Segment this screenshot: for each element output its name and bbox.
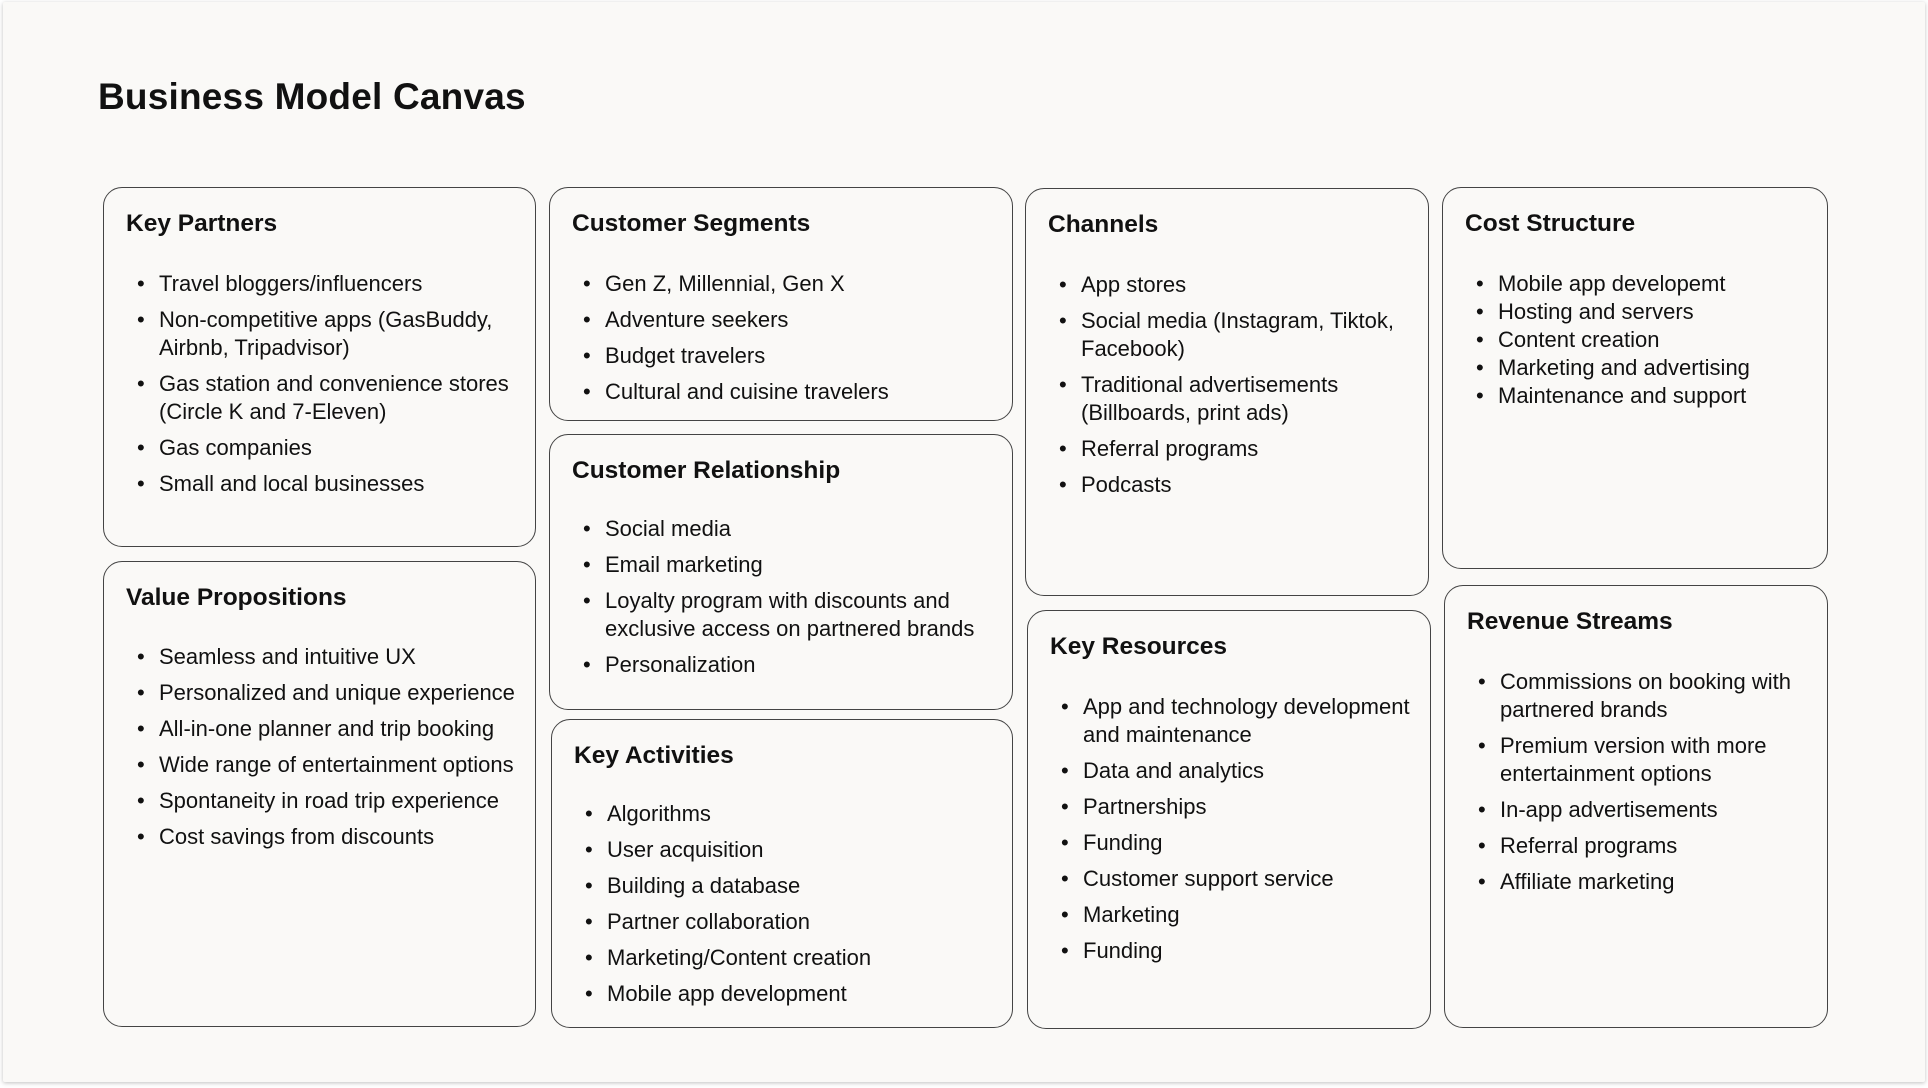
- card-title: Key Activities: [574, 742, 734, 769]
- card-title: Customer Relationship: [572, 457, 841, 484]
- list-item: • Wide range of entertainment options: [104, 751, 523, 779]
- list-item: • Maintenance and support: [1443, 382, 1815, 410]
- list-item: • Budget travelers: [550, 342, 1000, 370]
- list-item: • Partnerships: [1028, 793, 1418, 821]
- value-propositions-list: [104, 643, 523, 859]
- list-item: • Referral programs: [1445, 832, 1815, 860]
- list-item: • App and technology development and maintenance: [1028, 693, 1418, 749]
- list-item: • In-app advertisements: [1445, 796, 1815, 824]
- key-activities-card: [551, 719, 1013, 1028]
- card-title: Channels: [1048, 211, 1159, 238]
- list-item: • Cost savings from discounts: [104, 823, 523, 851]
- list-item: • Funding: [1028, 829, 1418, 857]
- list-item: • Funding: [1028, 937, 1418, 965]
- list-item: • App stores: [1026, 271, 1416, 299]
- list-item: • Customer support service: [1028, 865, 1418, 893]
- list-item: • Referral programs: [1026, 435, 1416, 463]
- list-item: • Personalized and unique experience: [104, 679, 523, 707]
- card-title: Value Propositions: [126, 584, 347, 611]
- list-item: • Mobile app development: [552, 980, 1000, 1008]
- list-item: • Data and analytics: [1028, 757, 1418, 785]
- list-item: • Seamless and intuitive UX: [104, 643, 523, 671]
- list-item: • Non-competitive apps (GasBuddy, Airbnb, Tripadvisor): [104, 306, 523, 362]
- list-item: • Affiliate marketing: [1445, 868, 1815, 896]
- key-resources-card: [1027, 610, 1431, 1029]
- revenue-streams-card: [1444, 585, 1828, 1028]
- list-item: • Podcasts: [1026, 471, 1416, 499]
- customer-relationship-list: [550, 515, 1000, 687]
- value-propositions-card: [103, 561, 536, 1027]
- list-item: • Premium version with more entertainment options: [1445, 732, 1815, 788]
- card-title: Key Partners: [126, 210, 278, 237]
- page-title: Business Model Canvas: [98, 76, 526, 117]
- card-title: Cost Structure: [1465, 210, 1636, 237]
- list-item: • Gen Z, Millennial, Gen X: [550, 270, 1000, 298]
- list-item: • Commissions on booking with partnered brands: [1445, 668, 1815, 724]
- customer-segments-list: [550, 270, 1000, 414]
- card-title: Key Resources: [1050, 633, 1228, 660]
- list-item: • Algorithms: [552, 800, 1000, 828]
- list-item: • Email marketing: [550, 551, 1000, 579]
- list-item: • Traditional advertisements (Billboards, print ads): [1026, 371, 1416, 427]
- list-item: • Marketing/Content creation: [552, 944, 1000, 972]
- list-item: • Content creation: [1443, 326, 1815, 354]
- list-item: • Social media: [550, 515, 1000, 543]
- list-item: • Mobile app developemt: [1443, 270, 1815, 298]
- list-item: • Gas station and convenience stores (Circle K and 7-Eleven): [104, 370, 523, 426]
- channels-list: [1026, 271, 1416, 507]
- list-item: • Gas companies: [104, 434, 523, 462]
- key-partners-card: [103, 187, 536, 547]
- list-item: • Hosting and servers: [1443, 298, 1815, 326]
- list-item: • Small and local businesses: [104, 470, 523, 498]
- list-item: • Social media (Instagram, Tiktok, Facebook): [1026, 307, 1416, 363]
- cost-structure-list: [1443, 270, 1815, 410]
- revenue-streams-list: [1445, 668, 1815, 904]
- key-resources-list: [1028, 693, 1418, 973]
- list-item: • Partner collaboration: [552, 908, 1000, 936]
- list-item: • Marketing: [1028, 901, 1418, 929]
- list-item: • User acquisition: [552, 836, 1000, 864]
- key-partners-list: [104, 270, 523, 506]
- key-activities-list: [552, 800, 1000, 1016]
- customer-relationship-card: [549, 434, 1013, 710]
- list-item: • Personalization: [550, 651, 1000, 679]
- list-item: • All-in-one planner and trip booking: [104, 715, 523, 743]
- list-item: • Loyalty program with discounts and exclusive access on partnered brands: [550, 587, 1000, 643]
- list-item: • Marketing and advertising: [1443, 354, 1815, 382]
- list-item: • Adventure seekers: [550, 306, 1000, 334]
- card-title: Customer Segments: [572, 210, 811, 237]
- channels-card: [1025, 188, 1429, 596]
- list-item: • Cultural and cuisine travelers: [550, 378, 1000, 406]
- card-title: Revenue Streams: [1467, 608, 1673, 635]
- cost-structure-card: [1442, 187, 1828, 569]
- list-item: • Spontaneity in road trip experience: [104, 787, 523, 815]
- canvas-slide: [3, 2, 1925, 1082]
- customer-segments-card: [549, 187, 1013, 421]
- list-item: • Building a database: [552, 872, 1000, 900]
- list-item: • Travel bloggers/influencers: [104, 270, 523, 298]
